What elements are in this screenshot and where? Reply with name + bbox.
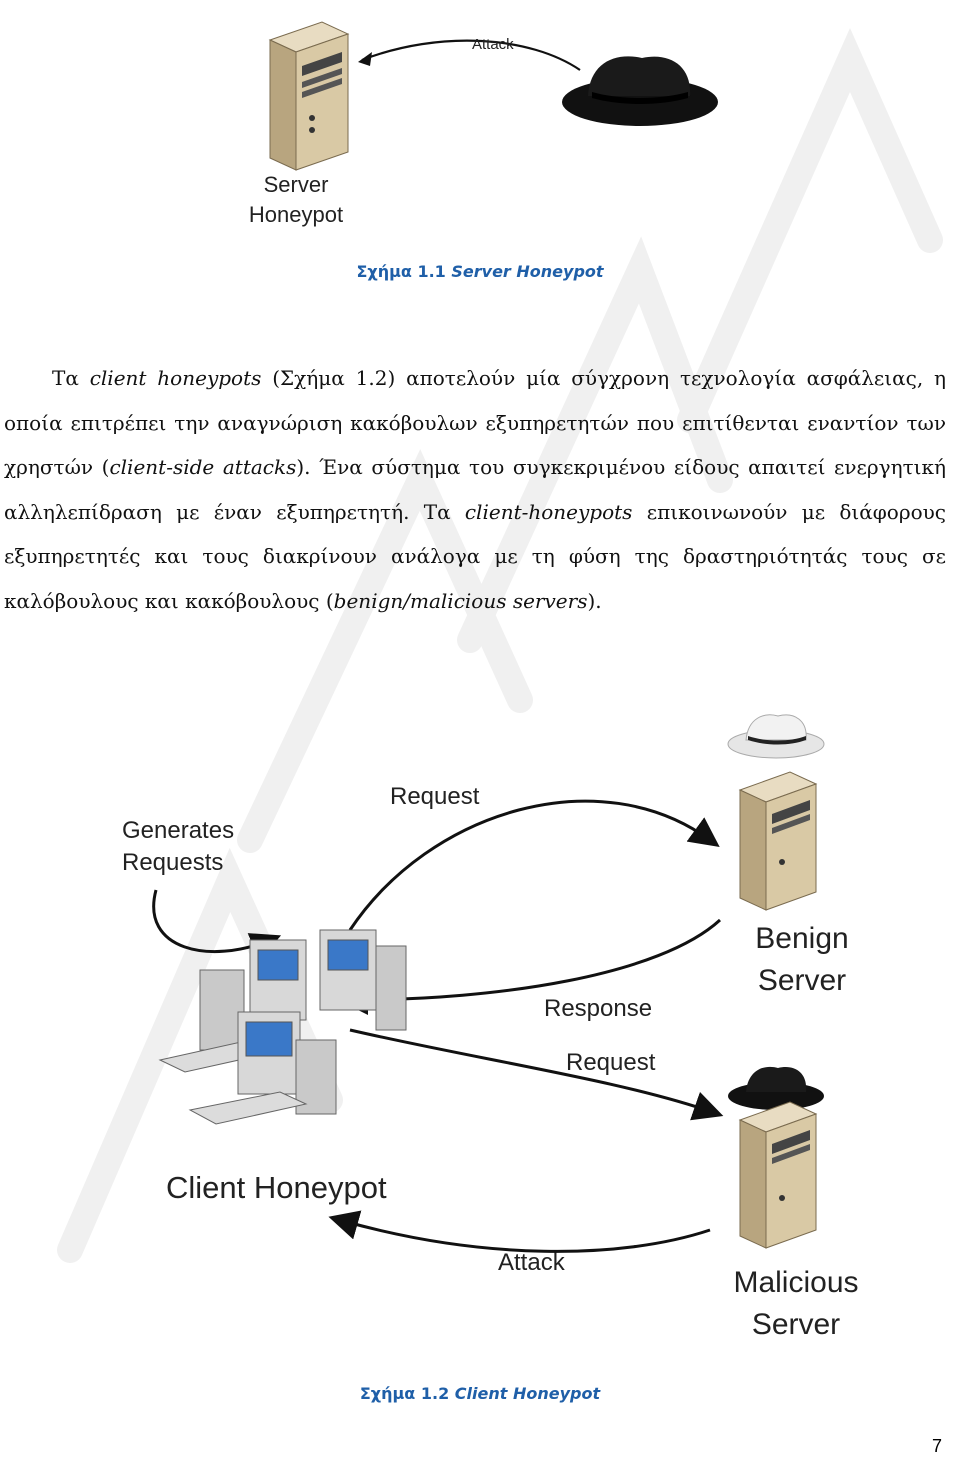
client-computers-icon	[160, 930, 406, 1124]
server-tower-icon	[270, 22, 348, 170]
attack-label: Attack	[498, 1249, 565, 1276]
request-bottom-label: Request	[566, 1049, 656, 1076]
attack-arrow	[362, 41, 580, 70]
para-text-5: ).	[587, 588, 602, 613]
benign-server-icon	[740, 772, 816, 910]
para-italic-2: client-side attacks	[109, 455, 297, 479]
page-number: 7	[931, 1436, 942, 1456]
malicious-label-line1: Malicious	[733, 1266, 859, 1299]
paragraph-text	[4, 356, 946, 623]
malicious-label-line2: Server	[751, 1308, 841, 1341]
server-label-line2: Honeypot	[248, 202, 344, 227]
request-top-label: Request	[390, 783, 480, 810]
para-italic-1: client honeypots	[89, 366, 262, 390]
attack-arrow	[340, 1220, 710, 1251]
response-label: Response	[544, 995, 653, 1022]
benign-label-line2: Server	[757, 964, 847, 997]
caption2-title: Client Honeypot	[454, 1384, 601, 1403]
client-honeypot-figure	[100, 700, 880, 1370]
server-label-line1: Server	[263, 172, 329, 197]
para-italic-3: client-honeypots	[464, 499, 633, 524]
black-hat-icon	[562, 56, 718, 126]
white-hat-icon	[728, 715, 824, 758]
malicious-server-icon	[740, 1102, 816, 1248]
figure1-caption	[0, 262, 960, 281]
attack-label: Attack	[472, 36, 514, 53]
para-text-4: επικοινωνούν με διάφορους εξυπηρετητές και τους διακρίνουν ανάλογα με τη φύση της δραστηριότητάς τους σε καλόβουλους και κακόβουλους (	[4, 499, 946, 613]
para-text-3: ). Ένα σύστημα του συγκεκριμένου είδους απαιτεί ενεργητική αλληλεπίδραση με έναν εξυπηρετητή. Τα	[4, 455, 947, 524]
caption1-prefix: Σχήμα 1.1	[356, 262, 446, 281]
caption1-title: Server Honeypot	[451, 262, 604, 281]
para-text-2: (Σχήμα 1.2) αποτελούν μία σύγχρονη τεχνολογία ασφάλειας, η οποία επιτρέπει την αναγνώριση κακόβουλων εξυπηρετητών που επιτίθενται εναντίον των χρηστών (	[4, 366, 947, 479]
caption2-prefix: Σχήμα 1.2	[359, 1384, 450, 1403]
server-honeypot-figure	[240, 0, 720, 240]
generates-label-line2: Requests	[122, 849, 224, 876]
benign-label-line1: Benign	[755, 922, 849, 955]
generates-label-line1: Generates	[122, 817, 235, 844]
figure2-caption	[0, 1384, 960, 1403]
black-hat-icon	[728, 1067, 824, 1110]
request-bottom-arrow	[350, 1030, 712, 1112]
client-honeypot-label: Client Honeypot	[166, 1170, 387, 1205]
para-italic-4: benign/malicious servers	[333, 588, 588, 613]
para-text-1: Τα	[52, 366, 90, 390]
body-paragraph	[4, 356, 946, 623]
request-top-arrow	[350, 801, 710, 930]
